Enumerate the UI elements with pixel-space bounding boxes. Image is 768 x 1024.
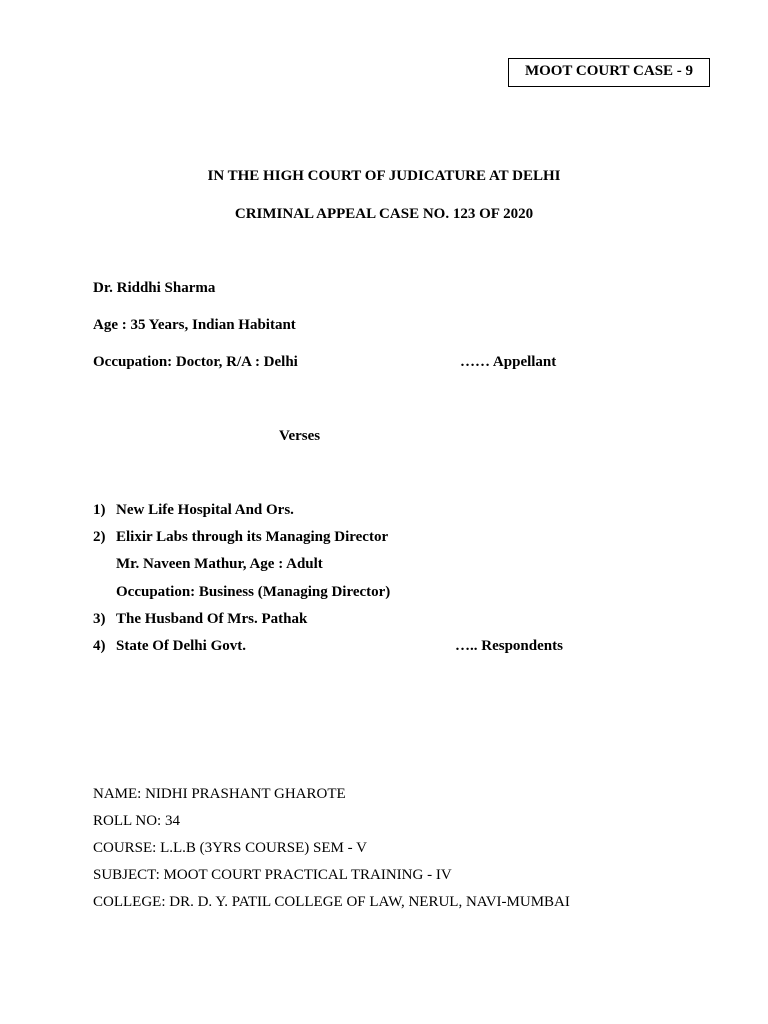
respondent-item xyxy=(93,529,388,546)
respondent-text: Mr. Naveen Mathur, Age : Adult xyxy=(116,556,323,572)
appellant-occupation: Occupation: Doctor, R/A : Delhi xyxy=(93,354,298,370)
respondent-number: 2) xyxy=(93,529,106,545)
court-title: IN THE HIGH COURT OF JUDICATURE AT DELHI xyxy=(207,168,561,184)
respondent-item xyxy=(93,584,390,601)
respondent-number: 3) xyxy=(93,611,106,627)
respondent-text: The Husband Of Mrs. Pathak xyxy=(116,611,308,627)
student-college: COLLEGE: DR. D. Y. PATIL COLLEGE OF LAW, NERUL, NAVI-MUMBAI xyxy=(93,894,570,910)
respondent-item xyxy=(93,502,294,519)
appellant-age: Age : 35 Years, Indian Habitant xyxy=(93,317,296,333)
student-course: COURSE: L.L.B (3YRS COURSE) SEM - V xyxy=(93,840,367,856)
respondent-item xyxy=(93,556,323,573)
student-subject: SUBJECT: MOOT COURT PRACTICAL TRAINING - IV xyxy=(93,867,452,883)
respondent-number: 4) xyxy=(93,638,106,654)
respondent-number: 1) xyxy=(93,502,106,518)
respondent-item xyxy=(93,611,307,628)
appeal-number: CRIMINAL APPEAL CASE NO. 123 OF 2020 xyxy=(234,206,534,222)
respondents-role: ….. Respondents xyxy=(455,638,563,654)
respondent-text: State Of Delhi Govt. xyxy=(116,638,246,654)
case-label-box: MOOT COURT CASE - 9 xyxy=(508,58,710,87)
versus-label: Verses xyxy=(279,428,321,444)
appellant-role: …… Appellant xyxy=(460,354,557,370)
respondent-item xyxy=(93,638,246,655)
respondent-text: Occupation: Business (Managing Director) xyxy=(116,584,391,600)
respondent-text: Elixir Labs through its Managing Director xyxy=(116,529,389,545)
student-name: NAME: NIDHI PRASHANT GHAROTE xyxy=(93,786,346,802)
appellant-name: Dr. Riddhi Sharma xyxy=(93,280,216,296)
student-roll: ROLL NO: 34 xyxy=(93,813,180,829)
respondent-text: New Life Hospital And Ors. xyxy=(116,502,294,518)
